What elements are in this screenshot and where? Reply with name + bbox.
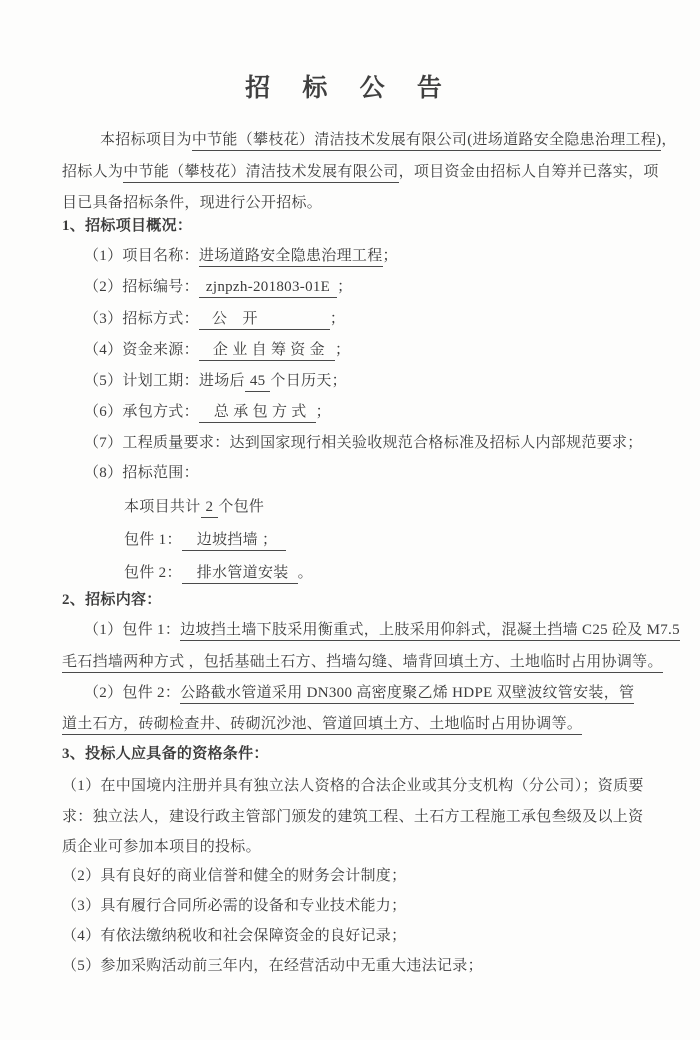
document-title: 招 标 公 告 bbox=[245, 75, 455, 102]
content-package-1-line-2 bbox=[62, 652, 663, 672]
qualification-3: （3）具有履行合同所必需的设备和专业技术能力； bbox=[62, 898, 407, 914]
intro-line-1-prefix: 本招标项目为 bbox=[100, 132, 192, 148]
qualification-1-line-2: 求：独立法人，建设行政主管部门颁发的建筑工程、土石方工程施工承包叁级及以上资 bbox=[62, 809, 644, 825]
package-1-label: 包件 1： bbox=[124, 532, 182, 548]
item-tender-method-punct: ； bbox=[329, 311, 346, 327]
intro-line-3: 目已具备招标条件，现进行公开招标。 bbox=[62, 195, 323, 211]
duration-days-value: 45 bbox=[245, 373, 271, 392]
content-package-2-line-2 bbox=[62, 714, 582, 734]
item-fund-source-punct: ； bbox=[334, 342, 351, 358]
item-contract-mode bbox=[84, 402, 331, 422]
item-project-name-label: （1）项目名称： bbox=[84, 248, 199, 264]
content-package-2-desc-part-1: 公路截水管道采用 DN300 高密度聚乙烯 HDPE 双壁波纹管安装，管 bbox=[180, 685, 634, 704]
section-2-heading: 2、招标内容： bbox=[62, 592, 162, 608]
content-package-2-desc-part-2: 道土石方，砖砌检查井、砖砌沉沙池、管道回填土方、土地临时占用协调等。 bbox=[62, 716, 582, 735]
section-1-heading: 1、招标项目概况： bbox=[62, 218, 193, 234]
item-tender-number bbox=[84, 277, 352, 297]
package-2-punct: 。 bbox=[297, 565, 313, 581]
item-tender-method-label: （3）招标方式： bbox=[84, 311, 199, 327]
qualification-5: （5）参加采购活动前三年内，在经营活动中无重大违法记录； bbox=[62, 958, 483, 974]
content-package-1-desc-part-1: 边坡挡土墙下肢采用衡重式，上肢采用仰斜式，混凝土挡墙 C25 砼及 M7.5 bbox=[180, 622, 680, 641]
project-name-value: 进场道路安全隐患治理工程 bbox=[199, 248, 383, 267]
tender-method-value: 公 开 bbox=[199, 311, 330, 330]
tender-number-value: zjnpzh-201803-01E bbox=[199, 279, 337, 298]
qualification-4: （4）有依法缴纳税收和社会保障资金的良好记录； bbox=[62, 928, 407, 944]
package-1-value: 边坡挡墙 ； bbox=[182, 532, 287, 551]
package-2-label: 包件 2： bbox=[124, 565, 182, 581]
item-tender-number-punct: ； bbox=[337, 279, 353, 295]
package-count-line bbox=[124, 497, 264, 517]
package-2-value: 排水管道安装 bbox=[182, 565, 298, 584]
item-fund-source-label: （4）资金来源： bbox=[84, 342, 199, 358]
content-package-2-label: （2）包件 2： bbox=[84, 685, 181, 701]
fund-source-value: 企 业 自 筹 资 金 bbox=[199, 342, 335, 361]
intro-line-2 bbox=[62, 162, 659, 182]
intro-line-2-prefix: 招标人为 bbox=[62, 164, 124, 180]
item-planned-duration-suffix: 个日历天； bbox=[270, 373, 347, 389]
package-count-value: 2 bbox=[201, 499, 219, 518]
qualification-1-line-3: 质企业可参加本项目的投标。 bbox=[62, 839, 261, 855]
item-project-name bbox=[84, 246, 398, 266]
intro-line-1-suffix: ， bbox=[661, 132, 677, 148]
item-contract-mode-label: （6）承包方式： bbox=[84, 404, 199, 420]
package-count-suffix: 个包件 bbox=[218, 499, 265, 515]
item-tender-number-label: （2）招标编号： bbox=[84, 279, 199, 295]
tenderer-name-underlined: 中节能（攀枝花）清洁技术发展有限公司 bbox=[123, 164, 398, 183]
project-full-name-underlined: 中节能（攀枝花）清洁技术发展有限公司(进场道路安全隐患治理工程) bbox=[192, 132, 662, 151]
package-2-line bbox=[124, 563, 313, 583]
item-fund-source bbox=[84, 340, 350, 360]
item-planned-duration bbox=[84, 371, 347, 391]
package-1-line bbox=[124, 530, 286, 550]
item-tender-method bbox=[84, 309, 345, 329]
section-3-heading: 3、投标人应具备的资格条件： bbox=[62, 746, 269, 762]
contract-mode-value: 总 承 包 方 式 bbox=[199, 404, 316, 423]
item-tender-scope: （8）招标范围： bbox=[84, 465, 199, 481]
item-project-name-punct: ； bbox=[382, 248, 398, 264]
item-quality-requirement: （7）工程质量要求：达到国家现行相关验收规范合格标准及招标人内部规范要求； bbox=[84, 435, 643, 451]
content-package-1-line-1 bbox=[84, 620, 680, 640]
content-package-1-label: （1）包件 1： bbox=[84, 622, 181, 638]
content-package-1-desc-part-2: 毛石挡墙两种方式 ，包括基础土石方、挡墙勾缝、墙背回填土方、土地临时占用协调等。 bbox=[62, 654, 663, 673]
item-planned-duration-prefix: （5）计划工期：进场后 bbox=[84, 373, 245, 389]
qualification-1-line-1: （1）在中国境内注册并具有独立法人资格的合法企业或其分支机构（分公司）；资质要 bbox=[62, 778, 644, 794]
qualification-2: （2）具有良好的商业信誉和健全的财务会计制度； bbox=[62, 868, 407, 884]
intro-line-2-suffix: ，项目资金由招标人自筹并已落实，项 bbox=[398, 164, 659, 180]
package-count-prefix: 本项目共计 bbox=[124, 499, 201, 515]
item-contract-mode-punct: ； bbox=[315, 404, 331, 420]
content-package-2-line-1 bbox=[84, 683, 634, 703]
intro-line-1 bbox=[100, 130, 677, 150]
